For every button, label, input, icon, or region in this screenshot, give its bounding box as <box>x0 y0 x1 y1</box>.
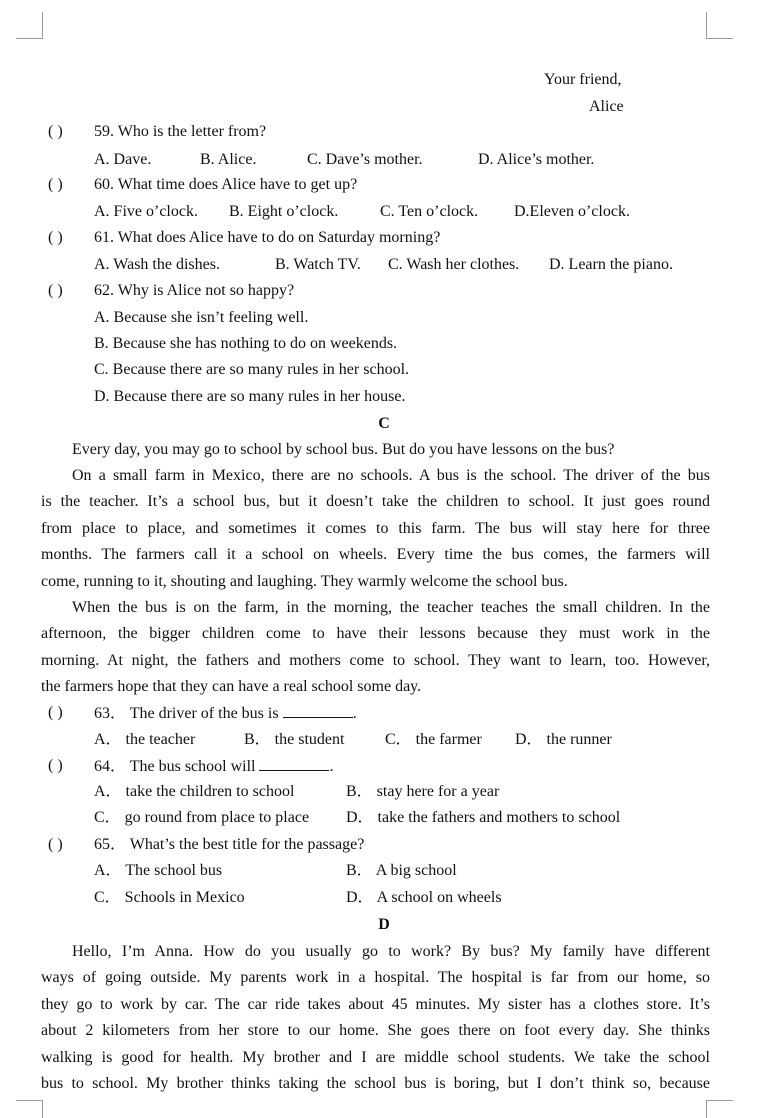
option-c: C． the farmer <box>385 731 482 748</box>
passage-d-paragraph-1 <box>41 939 710 1097</box>
option-a: A． the teacher <box>94 731 196 748</box>
option-a: A. Dave. <box>94 151 152 168</box>
fill-in-blank[interactable] <box>259 756 329 771</box>
option-b: B． A big school <box>346 862 457 879</box>
crop-mark-bottom-right <box>706 1100 733 1118</box>
crop-mark-top-right <box>706 12 733 39</box>
text-line: walking is good for health. My brother and I are middle school students. We take the school <box>41 1048 710 1066</box>
option-b: B. Eight o’clock. <box>229 203 339 220</box>
answer-blank[interactable]: ( ) <box>48 123 63 140</box>
option-d: D. Learn the piano. <box>549 256 673 273</box>
option-c: C． go round from place to place <box>94 809 310 826</box>
option-b: B. Alice. <box>200 151 257 168</box>
text-line: When the bus is on the farm, in the morning, the teacher teaches the small children. In the <box>72 599 710 616</box>
question-stem: 62. Why is Alice not so happy? <box>94 282 295 299</box>
text-line: come, running to it, shouting and laughing. They warmly welcome the school bus. <box>41 572 568 590</box>
option-b: B． the student <box>244 731 345 748</box>
option-c: C. Dave’s mother. <box>307 151 423 168</box>
answer-blank[interactable]: ( ) <box>48 757 63 774</box>
option-c: C． Schools in Mexico <box>94 889 245 906</box>
option-a: A． The school bus <box>94 862 223 879</box>
option-d: D. Because there are so many rules in her house. <box>94 388 406 405</box>
text-line: Every day, you may go to school by school bus. But do you have lessons on the bus? <box>72 441 615 458</box>
answer-blank[interactable]: ( ) <box>48 704 63 721</box>
option-d: D． A school on wheels <box>346 889 502 906</box>
option-c: C. Because there are so many rules in her school. <box>94 361 410 378</box>
text-line: they go to work by car. The car ride takes about 45 minutes. My sister has a clothes store. It’s <box>41 995 710 1013</box>
section-heading-c: C <box>378 415 390 432</box>
option-d: D.Eleven o’clock. <box>514 203 630 220</box>
option-a: A. Five o’clock. <box>94 203 198 220</box>
question-stem <box>94 835 364 855</box>
letter-signature-name: Alice <box>589 98 624 115</box>
crop-mark-bottom-left <box>16 1100 43 1118</box>
option-a: A. Because she isn’t feeling well. <box>94 309 309 326</box>
text-line: afternoon, the bigger children come to have their lessons because they must work in the <box>41 625 710 643</box>
passage-c-paragraph-2 <box>41 463 710 595</box>
stem-text: 63． The driver of the bus is <box>94 705 283 722</box>
question-stem <box>94 703 357 724</box>
option-d: D． the runner <box>515 731 612 748</box>
answer-blank[interactable]: ( ) <box>48 282 63 299</box>
section-heading-d: D <box>378 916 390 933</box>
text-line: morning. At night, the fathers and mothers come to school. They want to learn, too. However, <box>41 651 710 669</box>
text-line: Hello, I’m Anna. How do you usually go to work? By bus? My family have different <box>72 943 710 960</box>
crop-mark-top-left <box>16 12 43 39</box>
text-line: is the teacher. It’s a school bus, but it doesn’t take the children to school. It just goes round <box>41 493 710 511</box>
text-line: ways of going outside. My parents work in a hospital. The hospital is far from our home, so <box>41 969 710 987</box>
letter-closing: Your friend, <box>544 71 622 88</box>
fill-in-blank[interactable] <box>283 703 353 718</box>
question-stem <box>94 756 333 777</box>
option-c: C. Ten o’clock. <box>380 203 479 220</box>
text-line: about 2 kilometers from her store to our home. She goes there on foot every day. She thinks <box>41 1022 710 1040</box>
option-d: D. Alice’s mother. <box>478 151 595 168</box>
stem-text: 64． The bus school will <box>94 758 260 775</box>
option-a: A． take the children to school <box>94 783 295 800</box>
text-line: bus to school. My brother thinks taking the school bus is boring, but I don’t think so, because <box>41 1075 710 1093</box>
question-stem: 59. Who is the letter from? <box>94 123 267 140</box>
question-stem: 60. What time does Alice have to get up? <box>94 176 358 193</box>
stem-end: . <box>329 758 334 775</box>
passage-c-paragraph-1 <box>41 437 710 463</box>
question-stem: 61. What does Alice have to do on Saturday morning? <box>94 229 441 246</box>
option-c: C. Wash her clothes. <box>388 256 520 273</box>
answer-blank[interactable]: ( ) <box>48 176 63 193</box>
answer-blank[interactable]: ( ) <box>48 229 63 246</box>
option-b: B． stay here for a year <box>346 783 500 800</box>
option-b: B. Watch TV. <box>275 256 361 273</box>
option-a: A. Wash the dishes. <box>94 256 220 273</box>
stem-end: . <box>352 705 357 722</box>
answer-blank[interactable]: ( ) <box>48 836 63 853</box>
option-b: B. Because she has nothing to do on weekends. <box>94 335 398 352</box>
text-line: from place to place, and sometimes it comes to this farm. The bus will stay here for three <box>41 519 710 537</box>
text-line: On a small farm in Mexico, there are no schools. A bus is the school. The driver of the bus <box>72 467 710 484</box>
passage-c-paragraph-3 <box>41 595 710 701</box>
text-line: the farmers hope that they can have a real school some day. <box>41 678 422 696</box>
option-d: D． take the fathers and mothers to school <box>346 809 621 826</box>
stem-text: 65． What’s the best title for the passage? <box>94 836 365 853</box>
text-line: months. The farmers call it a school on wheels. Every time the bus comes, the farmers will <box>41 546 710 564</box>
